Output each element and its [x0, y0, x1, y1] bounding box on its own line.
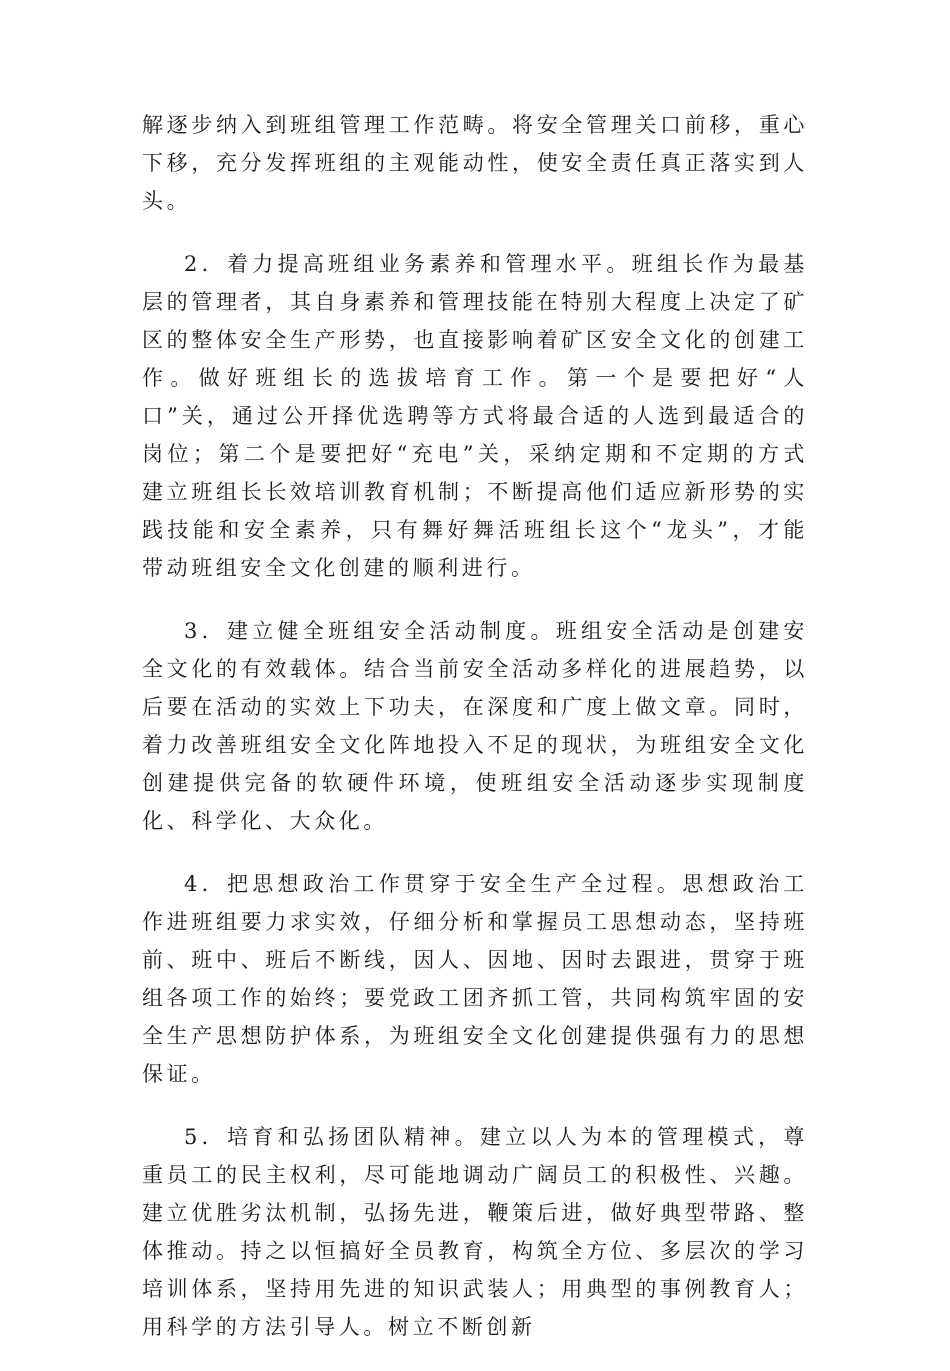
- paragraph-item-3: 3．建立健全班组安全活动制度。班组安全活动是创建安全文化的有效载体。结合当前安全活动多样化的进展趋势，以后要在活动的实效上下功夫，在深度和广度上做文章。同时，着力改善班组安全文化阵地投入不足的现状，为班组安全文化创建提供完备的软硬件环境，使班组安全活动逐步实现制度化、科学化、大众化。: [142, 619, 808, 833]
- paragraph-continuation: 解逐步纳入到班组管理工作范畴。将安全管理关口前移，重心下移，充分发挥班组的主观能动性，使安全责任真正落实到人头。: [142, 113, 808, 213]
- paragraph-item-2: 2．着力提高班组业务素养和管理水平。班组长作为最基层的管理者，其自身素养和管理技能在特别大程度上决定了矿区的整体安全生产形势，也直接影响着矿区安全文化的创建工作。做好班组长的选拔培育工作。第一个是要把好“人口”关，通过公开择优选聘等方式将最合适的人选到最适合的岗位；第二个是要把好“充电”关，采纳定期和不定期的方式建立班组长长效培训教育机制；不断提高他们适应新形势的实践技能和安全素养，只有舞好舞活班组长这个“龙头”，才能带动班组安全文化创建的顺利进行。: [142, 252, 808, 580]
- paragraph-item-5: 5．培育和弘扬团队精神。建立以人为本的管理模式，尊重员工的民主权利，尽可能地调动广阔员工的积极性、兴趣。建立优胜劣汰机制，弘扬先进，鞭策后进，做好典型带路、整体推动。持之以恒搞好全员教育，构筑全方位、多层次的学习培训体系，坚持用先进的知识武装人；用典型的事例教育人；用科学的方法引导人。树立不断创新: [142, 1125, 808, 1339]
- document-body: [142, 106, 808, 1371]
- paragraph-item-4: 4．把思想政治工作贯穿于安全生产全过程。思想政治工作进班组要力求实效，仔细分析和掌握员工思想动态，坚持班前、班中、班后不断线，因人、因地、因时去跟进，贯穿于班组各项工作的始终；要党政工团齐抓工管，共同构筑牢固的安全生产思想防护体系，为班组安全文化创建提供强有力的思想保证。: [142, 872, 808, 1086]
